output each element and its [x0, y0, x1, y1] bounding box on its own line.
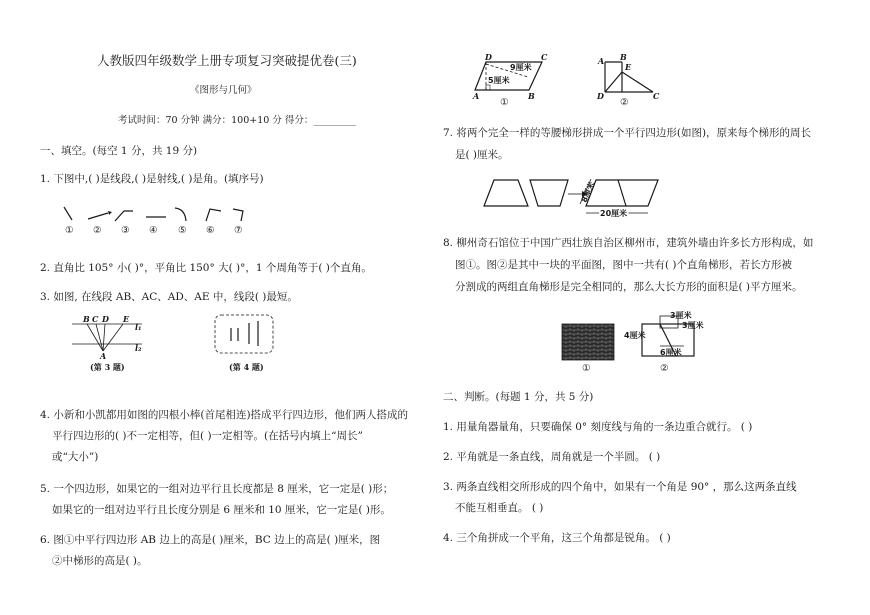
fig6-2-label-c: C	[653, 91, 660, 101]
fig6-2-label-e: E	[625, 62, 632, 72]
fig7-label-20cm: 20厘米	[600, 209, 628, 218]
fig6-label-a: A	[473, 91, 480, 101]
fig3-label-l2: l₂	[135, 343, 142, 353]
fig3-label-b: B	[83, 314, 90, 324]
fig8-label-4cm: 4厘米	[624, 331, 646, 340]
question-1-7-line-2: 是( )厘米。	[455, 149, 509, 161]
fig6-2-label-d: D	[597, 91, 604, 101]
q1-label-3: ③	[121, 225, 130, 236]
q1-label-2: ②	[93, 225, 102, 236]
q1-figures	[58, 205, 278, 235]
q1-label-7: ⑦	[234, 225, 243, 236]
figure-6-angle	[206, 209, 221, 221]
fig6-2-label-a: A	[598, 56, 605, 66]
exam-info: 考试时间：70 分钟 满分：100+10 分 得分：_________	[118, 115, 357, 126]
fig3-label-d: D	[102, 314, 109, 324]
figure-q6-2-caption: ②	[620, 97, 629, 108]
figure-3-angle	[115, 211, 133, 221]
fig3-label-a: A	[100, 351, 107, 361]
fig3-label-l1: l₁	[135, 322, 142, 332]
question-2-3-line-1: 3. 两条直线相交所形成的四个角中，如果有一个角是 90° ，那么这两条直线	[443, 481, 797, 493]
question-1-8-line-2: 图①。图②是其中一块的平面图，图中一共有( )个直角梯形，若长方形被	[455, 259, 793, 271]
question-1-6-line-2: ②中梯形的高是( )。	[52, 555, 148, 567]
question-2-3-line-2: 不能互相垂直。 ( )	[455, 502, 544, 514]
section-2-heading: 二、判断。(每题 1 分，共 5 分)	[443, 391, 594, 403]
question-1-8-line-3: 分割成的两组直角梯形是完全相同的，那么大长方形的面积是( )平方厘米。	[455, 281, 803, 293]
question-1-2: 2. 直角比 105° 小( )°，平角比 150° 大( )°，1 个周角等于( )个直角。	[40, 262, 372, 274]
question-1-5-line-1: 5. 一个四边形，如果它的一组对边平行且长度都是 8 厘米，它一定是( )形；	[40, 483, 394, 495]
section-1-heading: 一、填空。(每空 1 分，共 19 分)	[40, 145, 198, 157]
figure-5-curve	[175, 208, 186, 221]
fig6-label-9cm: 9厘米	[510, 63, 532, 72]
fig7-label-8cm: 8厘米	[579, 180, 597, 204]
question-1-8-line-1: 8. 柳州奇石馆位于中国广西壮族自治区柳州市，建筑外墙由许多长方形构成，如	[443, 237, 814, 249]
figure-7-angle	[233, 209, 243, 221]
question-1-4-line-3: 或“大小”)	[52, 451, 99, 463]
question-2-4: 4. 三个角拼成一个平角，这三个角都是锐角。 ( )	[443, 532, 671, 544]
fig3-label-e: E	[123, 314, 130, 324]
fig8-label-3cm-a: 3厘米	[670, 311, 692, 320]
question-1-3: 3. 如图, 在线段 AB、AC、AD、AE 中，线段( )最短。	[40, 291, 298, 303]
page-title: 人教版四年级数学上册专项复习突破提优卷(三)	[97, 53, 357, 68]
fig8-label-6cm: 6厘米	[660, 348, 682, 357]
figure-q6-1	[474, 52, 554, 102]
fig8-label-3cm-b: 3厘米	[682, 321, 704, 330]
question-1-1: 1. 下图中,( )是线段,( )是射线,( )是角。(填序号)	[40, 173, 264, 185]
q1-label-4: ④	[149, 225, 158, 236]
figure-q8-2	[624, 312, 714, 362]
figure-q7	[482, 176, 672, 226]
figure-q8-1-caption: ①	[582, 363, 591, 374]
question-2-2: 2. 平角就是一条直线，周角就是一个半圆。 ( )	[443, 451, 661, 463]
figure-q8-2-caption: ②	[660, 363, 669, 374]
trapezoid-2	[530, 180, 568, 206]
trapezoid-1	[484, 180, 528, 206]
fig6-label-b: B	[528, 91, 535, 101]
figure-q6-1-caption: ①	[500, 97, 509, 108]
question-1-5-line-2: 如果它的一组对边平行且长度分别是 6 厘米和 10 厘米，它一定是( )形。	[52, 504, 391, 516]
q1-label-5: ⑤	[178, 225, 187, 236]
question-1-4-line-1: 4. 小新和小凯都用如图的四根小棒(首尾相连)搭成平行四边形，他们两人搭成的	[40, 409, 409, 421]
figure-q3	[72, 313, 152, 361]
q1-label-6: ⑥	[206, 225, 215, 236]
fig6-label-d: D	[485, 52, 492, 62]
page-subtitle: 《图形与几何》	[190, 85, 257, 96]
fig3-label-c: C	[92, 314, 99, 324]
fig6-2-label-b: B	[620, 52, 627, 62]
figure-2-ray	[88, 211, 112, 219]
figure-q4-caption: (第 4 题)	[229, 362, 264, 372]
figure-q3-caption: (第 3 题)	[90, 362, 125, 372]
question-1-6-line-1: 6. 图①中平行四边形 AB 边上的高是( )厘米，BC 边上的高是( )厘米，图	[40, 534, 381, 546]
figure-q6-2	[596, 52, 666, 102]
figure-q8-1	[560, 320, 618, 364]
figure-q4	[214, 314, 276, 356]
question-1-7-line-1: 7. 将两个完全一样的等腰梯形拼成一个平行四边形(如图)，原来每个梯形的周长	[443, 127, 812, 139]
question-2-1: 1. 用量角器量角，只要确保 0° 刻度线与角的一条边重合就行。 ( )	[443, 421, 753, 433]
q1-label-1: ①	[65, 225, 74, 236]
fig6-label-5cm: 5厘米	[488, 76, 510, 85]
question-1-4-line-2: 平行四边形的( )不一定相等，但( )一定相等。(在括号内填上“周长”	[52, 430, 363, 442]
figure-1-segment	[64, 207, 72, 220]
fig6-label-c: C	[541, 52, 548, 62]
